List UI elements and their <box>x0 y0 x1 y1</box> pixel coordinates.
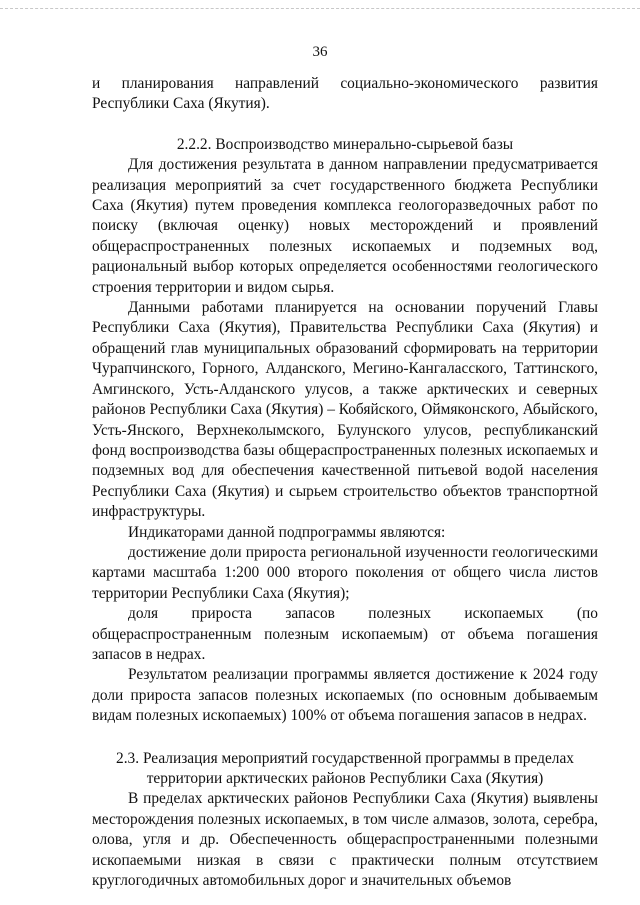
section-heading-2-3: 2.3. Реализация мероприятий государственной программы в пределах территории арктических районов Республики Саха (Якутия) <box>116 749 574 787</box>
paragraph-program-result: Результатом реализации программы является достижение к 2024 году доли прироста запасов полезных ископаемых (по основным добываемым видам полезных ископаемых) 100% от объема погашения запасов в недрах. <box>92 666 598 725</box>
page-number: 36 <box>312 44 328 60</box>
paragraph-indicators-intro: Индикаторами данной подпрограммы являются: <box>128 523 446 541</box>
paragraph-arctic-deposits: В пределах арктических районов Республики Саха (Якутия) выявлены месторождения полезных ископаемых, в том числе алмазов, золота, серебра, олова, угля и др. Обеспеченность общераспространенными полезными ископаемыми низкая в связи с практически полным отсутствием круглогодичных автомобильных дорог и значительных объемов <box>92 790 598 890</box>
paragraph-continuation: и планирования направлений социально-экономического развития Республики Саха (Якутия). <box>92 75 598 113</box>
paragraph-budget-measures: Для достижения результата в данном направлении предусматривается реализация мероприятий за счет государственного бюджета Республики Саха (Якутия) путем проведения комплекса геологоразведочных работ по поиску (включая оценку) новых месторождений и проявлений общераспространенных полезных ископаемых и подземных вод, рациональный выбор которых определяется особенностями геологического строения территории и видом сырья. <box>92 156 598 296</box>
paragraph-planned-works: Данными работами планируется на основании поручений Главы Республики Саха (Якутия), Правительства Республики Саха (Якутия) и обращений глав муниципальных образований сформировать на территории Чурапчинского, Горного, Алданского, Мегино-Кангаласского, Таттинского, Амгинского, Усть-Алданского улусов, а также арктических и северных районов Республики Саха (Якутия) – Кобяйского, Оймяконского, Абыйского, Усть-Янского, Верхнеколымского, Булунского улусов, республиканский фонд воспроизводства базы общераспространенных полезных ископаемых и подземных вод для обеспечения качественной питьевой водой населения Республики Саха (Якутия) и сырьем строительство объектов транспортной инфраструктуры. <box>92 299 599 521</box>
paragraph-indicator-mapping: достижение доли прироста региональной изученности геологическими картами масштаба 1:200 000 второго поколения от общего числа листов территории Республики Саха (Якутия); <box>92 543 598 602</box>
paragraph-indicator-reserves: доля прироста запасов полезных ископаемых (по общераспространенным полезным ископаемым) от объема погашения запасов в недрах. <box>92 605 598 663</box>
document-body <box>92 74 598 891</box>
scan-edge-line <box>0 8 640 9</box>
section-heading-2-2-2: 2.2.2. Воспроизводство минерально-сырьевой базы <box>176 135 514 153</box>
